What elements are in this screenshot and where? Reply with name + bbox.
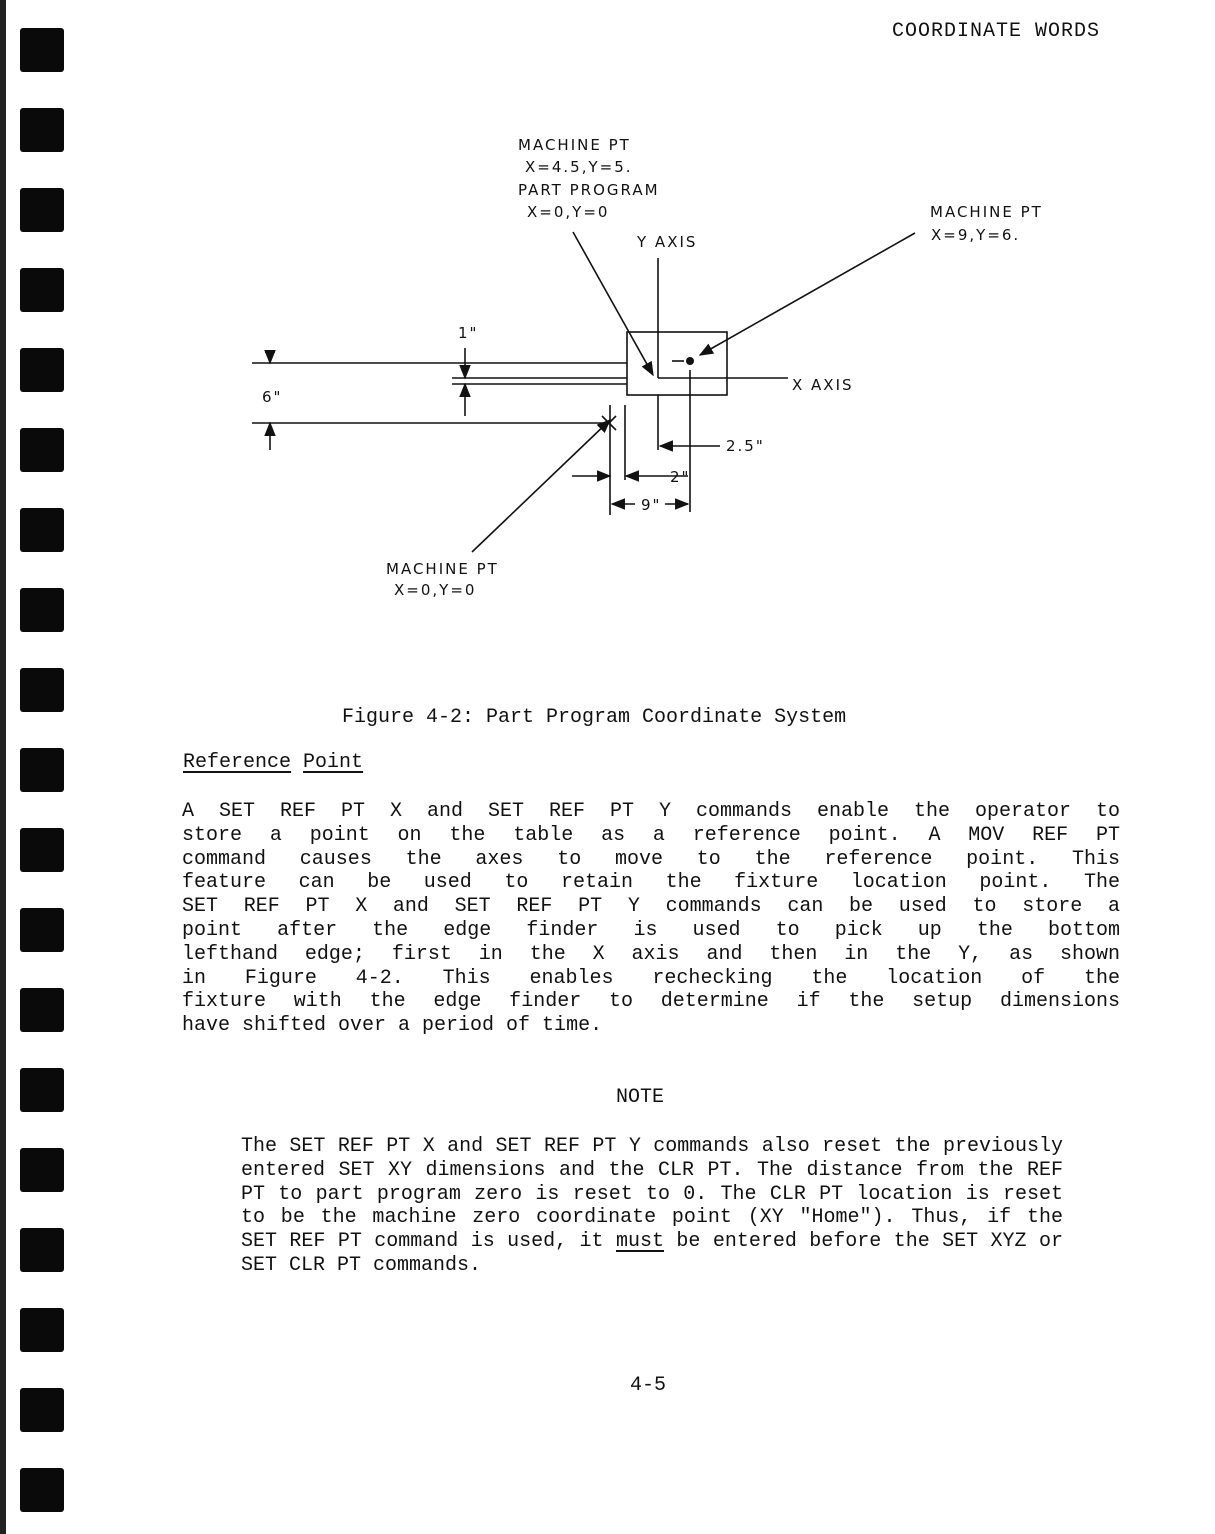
- paragraph-line: command causes the axes to move to the reference point. This: [182, 847, 1120, 871]
- section-heading: [183, 751, 363, 774]
- note-paragraph: [241, 1135, 1063, 1278]
- heading-word-1: Reference: [183, 751, 292, 774]
- coordinate-system-diagram: [240, 120, 1080, 620]
- machine-point-dot: [686, 357, 694, 365]
- paragraph-line: point after the edge finder is used to pick up the bottom: [182, 918, 1120, 942]
- label-part-program: PART PROGRAM: [518, 181, 660, 199]
- figure-caption: Figure 4-2: Part Program Coordinate System: [342, 706, 847, 729]
- paragraph-line: A SET REF PT X and SET REF PT Y commands enable the operator to: [182, 800, 1120, 823]
- note-emphasis: must: [615, 1230, 664, 1254]
- paragraph-line: store a point on the table as a reference point. A MOV REF PT: [182, 823, 1120, 847]
- label-machine-pt-right-coords: X=9,Y=6.: [931, 226, 1021, 244]
- label-dim-2-5: 2.5": [726, 437, 765, 455]
- label-machine-pt-top-coords: X=4.5,Y=5.: [525, 158, 633, 176]
- note-title: NOTE: [616, 1086, 665, 1109]
- note-text-after: be entered before the SET XYZ or SET CLR PT commands.: [241, 1230, 1063, 1277]
- label-part-program-coords: X=0,Y=0: [527, 203, 610, 221]
- paragraph-line: lefthand edge; first in the X axis and then in the Y, as shown: [182, 942, 1120, 966]
- paragraph-line: SET REF PT X and SET REF PT Y commands can be used to store a: [182, 895, 1120, 919]
- page-number: 4-5: [630, 1374, 667, 1397]
- label-dim-2: 2": [670, 468, 691, 486]
- paragraph-line: feature can be used to retain the fixture location point. The: [182, 871, 1120, 895]
- paragraph-line: in Figure 4-2. This enables rechecking the location of the: [182, 966, 1120, 990]
- note-text-before: The SET REF PT X and SET REF PT Y commands also reset the previously entered SET XY dimensions and the CLR PT. The distance from the REF PT to part program zero is reset to 0. The CLR PT location is reset to be the machine zero coordinate point (XY "Home"). Thus, if the SET REF PT command is used, it: [241, 1135, 1063, 1254]
- label-dim-6: 6": [262, 388, 283, 406]
- heading-word-2: Point: [303, 751, 364, 774]
- label-dim-9: 9": [641, 496, 662, 514]
- paragraph-line: fixture with the edge finder to determine if the setup dimensions: [182, 990, 1120, 1014]
- page-header: COORDINATE WORDS: [892, 20, 1101, 43]
- reference-point-paragraph: [182, 800, 1120, 1038]
- paragraph-line-last: have shifted over a period of time.: [182, 1014, 603, 1038]
- binding-holes: [20, 28, 64, 1512]
- label-dim-1: 1": [458, 324, 479, 342]
- label-machine-pt-top: MACHINE PT: [518, 136, 631, 154]
- part-rectangle: [627, 332, 727, 395]
- label-machine-pt-bottom: MACHINE PT: [386, 560, 499, 578]
- label-x-axis: X AXIS: [792, 376, 854, 394]
- binding-strip: [0, 0, 70, 1534]
- label-machine-pt-bottom-coords: X=0,Y=0: [394, 581, 477, 599]
- label-machine-pt-right: MACHINE PT: [930, 203, 1043, 221]
- label-y-axis: Y AXIS: [637, 233, 698, 251]
